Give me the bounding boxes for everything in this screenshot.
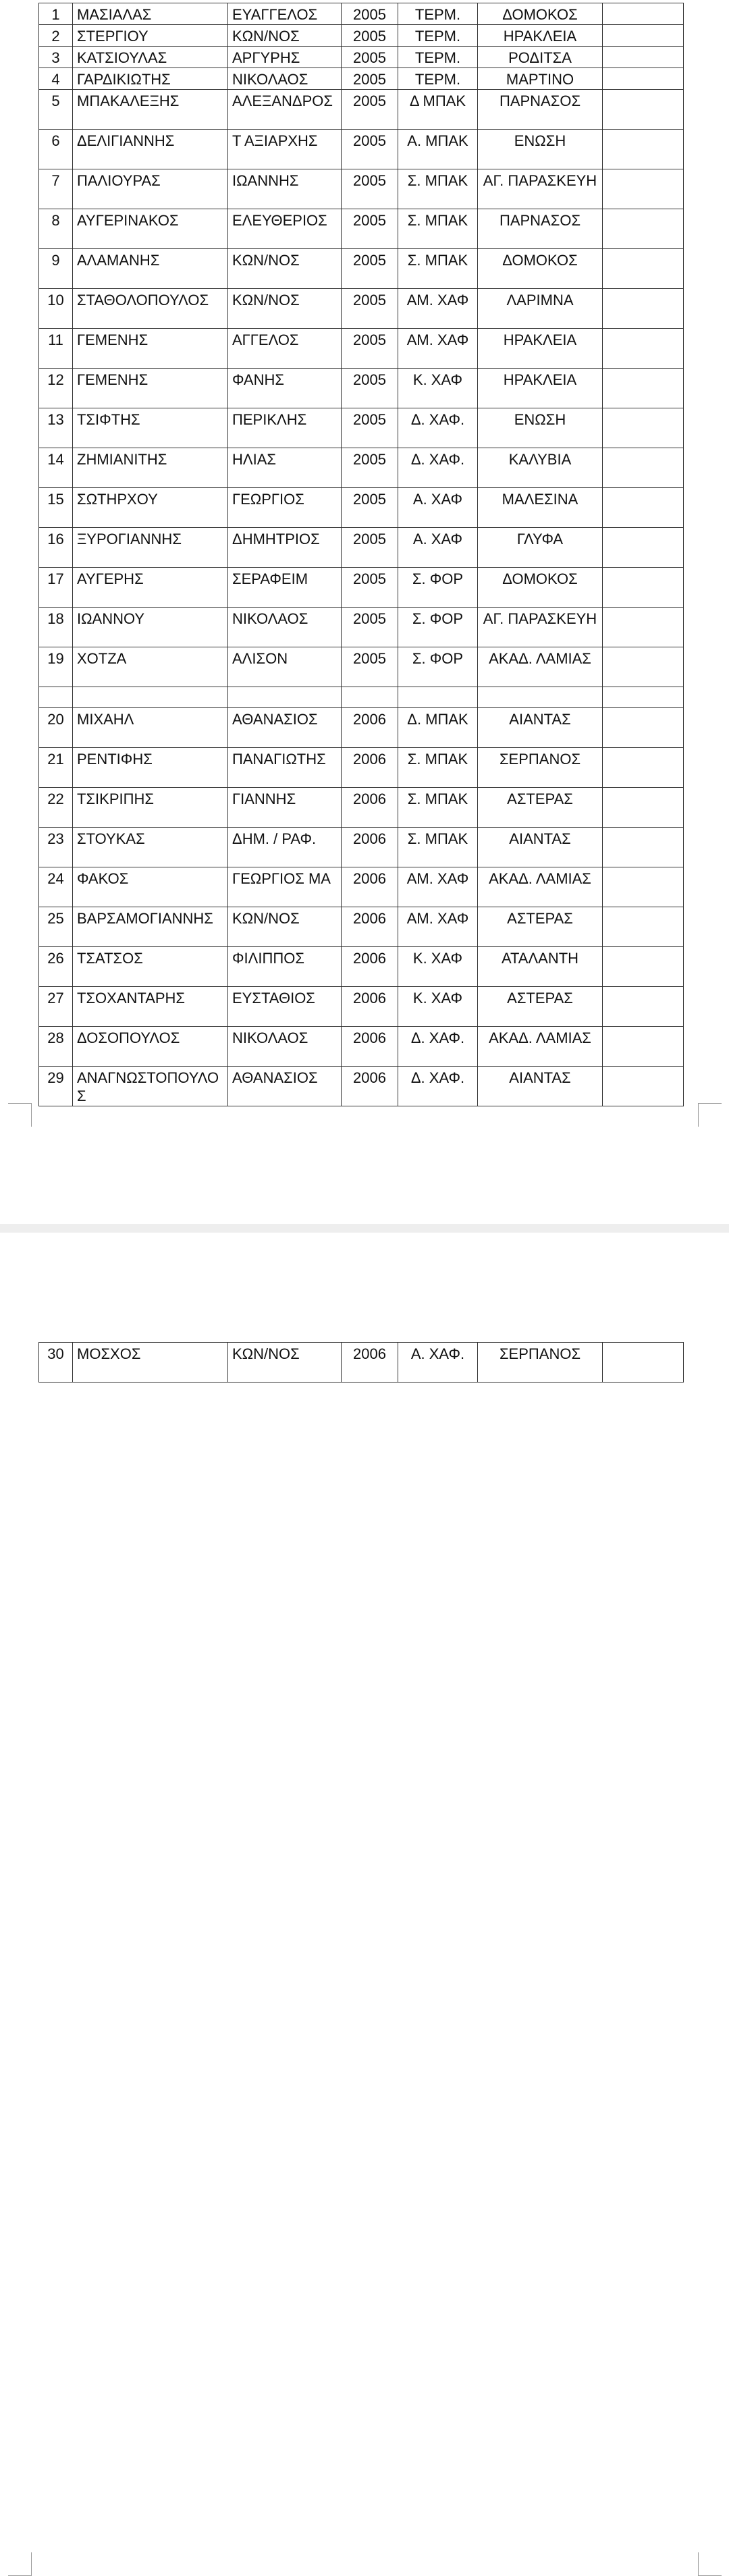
table-row [39,329,684,369]
birth-year-cell: 2005 [342,608,398,647]
player-number-cell: 17 [39,568,73,608]
birth-year-cell: 2005 [342,647,398,687]
empty-cell-cell [603,867,684,907]
table-row [39,249,684,289]
table-row [39,907,684,947]
player-last-name-cell: ΙΩΑΝΝΟΥ [73,608,228,647]
player-club-cell: ΑΣΤΕΡΑΣ [478,907,603,947]
player-position-cell: ΑΜ. ΧΑΦ [398,907,478,947]
birth-year-cell: 2005 [342,528,398,568]
player-club-cell: ΣΕΡΠΑΝΟΣ [478,1343,603,1383]
player-first-name-cell: ΚΩΝ/ΝΟΣ [228,1343,342,1383]
page-separator [0,1224,729,1233]
player-club-cell: ΑΣΤΕΡΑΣ [478,987,603,1027]
player-club-cell: ΣΕΡΠΑΝΟΣ [478,748,603,788]
birth-year-cell: 2005 [342,369,398,408]
player-last-name-cell: ΓΕΜΕΝΗΣ [73,329,228,369]
empty-cell-cell [603,528,684,568]
empty-cell-cell [603,1027,684,1067]
player-first-name-cell: Τ ΑΞΙΑΡΧΗΣ [228,130,342,169]
player-club-cell: ΑΙΑΝΤΑΣ [478,1067,603,1106]
table-row [39,289,684,329]
player-first-name-cell: ΑΛΙΣΟΝ [228,647,342,687]
birth-year-cell: 2006 [342,1027,398,1067]
player-first-name-cell: ΑΘΑΝΑΣΙΟΣ [228,708,342,748]
player-club-cell: ΠΑΡΝΑΣΟΣ [478,90,603,130]
player-first-name-cell: ΚΩΝ/ΝΟΣ [228,907,342,947]
empty-cell-cell [603,130,684,169]
player-position-cell: Α. ΧΑΦ [398,528,478,568]
table-row [39,947,684,987]
player-last-name-cell: ΧΟΤΖΑ [73,647,228,687]
player-last-name-cell [73,687,228,708]
player-club-cell: ΔΟΜΟΚΟΣ [478,568,603,608]
player-first-name-cell: ΝΙΚΟΛΑΟΣ [228,608,342,647]
empty-cell-cell [603,408,684,448]
player-number-cell: 10 [39,289,73,329]
empty-cell-cell [603,369,684,408]
player-number-cell: 28 [39,1027,73,1067]
table-row [39,867,684,907]
player-club-cell: ΑΣΤΕΡΑΣ [478,788,603,828]
player-last-name-cell: ΡΕΝΤΙΦΗΣ [73,748,228,788]
player-last-name-cell: ΣΤΕΡΓΙΟΥ [73,25,228,47]
birth-year-cell: 2006 [342,828,398,867]
player-club-cell: ΑΙΑΝΤΑΣ [478,828,603,867]
empty-cell-cell [603,90,684,130]
page-corner-mark-bottom-right [698,2552,722,2576]
birth-year-cell: 2005 [342,47,398,68]
player-club-cell: ΑΤΑΛΑΝΤΗ [478,947,603,987]
player-number-cell: 20 [39,708,73,748]
player-first-name-cell: ΠΕΡΙΚΛΗΣ [228,408,342,448]
page-corner-mark-bottom-left [8,2552,32,2576]
empty-cell-cell [603,1343,684,1383]
table-row [39,3,684,25]
player-last-name-cell: ΤΣΙΦΤΗΣ [73,408,228,448]
player-club-cell: ΔΟΜΟΚΟΣ [478,249,603,289]
player-number-cell: 14 [39,448,73,488]
player-last-name-cell: ΓΑΡΔΙΚΙΩΤΗΣ [73,68,228,90]
empty-cell-cell [603,907,684,947]
player-number-cell: 23 [39,828,73,867]
birth-year-cell: 2005 [342,408,398,448]
table-row [39,1343,684,1383]
birth-year-cell: 2005 [342,3,398,25]
document-page-2 [0,1233,729,1390]
roster-table-continued [38,1342,684,1383]
empty-cell-cell [603,68,684,90]
player-club-cell: ΑΙΑΝΤΑΣ [478,708,603,748]
player-position-cell: ΤΕΡΜ. [398,47,478,68]
birth-year-cell: 2005 [342,289,398,329]
player-club-cell: ΑΚΑΔ. ΛΑΜΙΑΣ [478,647,603,687]
table-row [39,209,684,249]
table-row [39,408,684,448]
birth-year-cell: 2005 [342,448,398,488]
empty-cell-cell [603,568,684,608]
player-club-cell: ΑΚΑΔ. ΛΑΜΙΑΣ [478,867,603,907]
player-number-cell: 2 [39,25,73,47]
player-position-cell: Σ. ΜΠΑΚ [398,748,478,788]
player-position-cell: Δ. ΧΑΦ. [398,1027,478,1067]
table-row [39,1067,684,1106]
roster-table [38,3,684,1106]
player-first-name-cell: ΕΥΣΤΑΘΙΟΣ [228,987,342,1027]
player-last-name-cell: ΓΕΜΕΝΗΣ [73,369,228,408]
empty-cell-cell [603,169,684,209]
empty-cell-cell [603,947,684,987]
player-first-name-cell: ΠΑΝΑΓΙΩΤΗΣ [228,748,342,788]
player-position-cell: Σ. ΜΠΑΚ [398,169,478,209]
player-club-cell: ΚΑΛΥΒΙΑ [478,448,603,488]
player-first-name-cell: ΙΩΑΝΝΗΣ [228,169,342,209]
player-position-cell: Δ. ΧΑΦ. [398,448,478,488]
player-last-name-cell: ΣΤΟΥΚΑΣ [73,828,228,867]
player-number-cell: 3 [39,47,73,68]
player-last-name-cell: ΤΣΟΧΑΝΤΑΡΗΣ [73,987,228,1027]
player-position-cell: Δ. ΧΑΦ. [398,1067,478,1106]
birth-year-cell: 2005 [342,568,398,608]
table-row [39,748,684,788]
player-club-cell: ΗΡΑΚΛΕΙΑ [478,25,603,47]
page-corner-mark-top-left [8,1103,32,1127]
player-number-cell: 5 [39,90,73,130]
player-number-cell: 13 [39,408,73,448]
player-last-name-cell: ΑΥΓΕΡΙΝΑΚΟΣ [73,209,228,249]
birth-year-cell: 2005 [342,249,398,289]
player-first-name-cell: ΚΩΝ/ΝΟΣ [228,289,342,329]
player-number-cell: 11 [39,329,73,369]
birth-year-cell: 2005 [342,68,398,90]
table-row [39,528,684,568]
player-first-name-cell: ΚΩΝ/ΝΟΣ [228,249,342,289]
player-first-name-cell [228,687,342,708]
player-first-name-cell: ΑΓΓΕΛΟΣ [228,329,342,369]
birth-year-cell: 2006 [342,907,398,947]
player-number-cell: 9 [39,249,73,289]
birth-year-cell: 2005 [342,209,398,249]
player-number-cell: 25 [39,907,73,947]
player-number-cell: 6 [39,130,73,169]
birth-year-cell: 2006 [342,947,398,987]
player-first-name-cell: ΝΙΚΟΛΑΟΣ [228,1027,342,1067]
player-first-name-cell: ΝΙΚΟΛΑΟΣ [228,68,342,90]
table-row [39,987,684,1027]
empty-cell-cell [603,209,684,249]
player-last-name-cell: ΒΑΡΣΑΜΟΓΙΑΝΝΗΣ [73,907,228,947]
player-number-cell: 15 [39,488,73,528]
blank-separator-row [39,687,684,708]
player-last-name-cell: ΜΙΧΑΗΛ [73,708,228,748]
player-number-cell: 21 [39,748,73,788]
table-row [39,608,684,647]
player-position-cell: ΤΕΡΜ. [398,68,478,90]
table-row [39,647,684,687]
player-club-cell: ΑΓ. ΠΑΡΑΣΚΕΥΗ [478,608,603,647]
page-corner-mark-top-right [698,1103,722,1127]
player-position-cell: ΑΜ. ΧΑΦ [398,867,478,907]
player-number-cell: 27 [39,987,73,1027]
table-row [39,369,684,408]
table-row [39,68,684,90]
player-position-cell: ΤΕΡΜ. [398,25,478,47]
player-position-cell: Σ. ΦΟΡ [398,647,478,687]
document-page-1 [0,0,729,1224]
player-last-name-cell: ΑΝΑΓΝΩΣΤΟΠΟΥΛΟΣ [73,1067,228,1106]
player-club-cell: ΕΝΩΣΗ [478,130,603,169]
birth-year-cell: 2006 [342,788,398,828]
player-last-name-cell: ΣΩΤΗΡΧΟΥ [73,488,228,528]
birth-year-cell: 2005 [342,130,398,169]
player-position-cell: Σ. ΜΠΑΚ [398,788,478,828]
player-last-name-cell: ΤΣΑΤΣΟΣ [73,947,228,987]
player-number-cell: 12 [39,369,73,408]
player-last-name-cell: ΤΣΙΚΡΙΠΗΣ [73,788,228,828]
player-club-cell: ΛΑΡΙΜΝΑ [478,289,603,329]
player-number-cell: 4 [39,68,73,90]
player-club-cell: ΓΛΥΦΑ [478,528,603,568]
player-position-cell: Σ. ΜΠΑΚ [398,828,478,867]
player-position-cell: Σ. ΦΟΡ [398,608,478,647]
birth-year-cell: 2005 [342,90,398,130]
birth-year-cell: 2006 [342,708,398,748]
player-first-name-cell: ΣΕΡΑΦΕΙΜ [228,568,342,608]
player-first-name-cell: ΑΡΓΥΡΗΣ [228,47,342,68]
player-first-name-cell: ΔΗΜΗΤΡΙΟΣ [228,528,342,568]
player-last-name-cell: ΜΑΣΙΑΛΑΣ [73,3,228,25]
player-position-cell: Α. ΧΑΦ [398,488,478,528]
player-first-name-cell: ΓΕΩΡΓΙΟΣ ΜΑ [228,867,342,907]
empty-cell-cell [603,25,684,47]
birth-year-cell: 2006 [342,1343,398,1383]
table-row [39,708,684,748]
player-number-cell: 24 [39,867,73,907]
player-position-cell: Σ. ΜΠΑΚ [398,209,478,249]
player-club-cell: ΑΚΑΔ. ΛΑΜΙΑΣ [478,1027,603,1067]
empty-cell-cell [603,987,684,1027]
player-last-name-cell: ΚΑΤΣΙΟΥΛΑΣ [73,47,228,68]
player-club-cell: ΗΡΑΚΛΕΙΑ [478,369,603,408]
birth-year-cell: 2006 [342,987,398,1027]
table-row [39,130,684,169]
player-last-name-cell: ΖΗΜΙΑΝΙΤΗΣ [73,448,228,488]
birth-year-cell: 2006 [342,748,398,788]
table-row [39,25,684,47]
birth-year-cell: 2005 [342,169,398,209]
player-club-cell: ΑΓ. ΠΑΡΑΣΚΕΥΗ [478,169,603,209]
empty-cell-cell [603,748,684,788]
table-row [39,90,684,130]
empty-cell-cell [603,608,684,647]
player-last-name-cell: ΔΕΛΙΓΙΑΝΝΗΣ [73,130,228,169]
player-first-name-cell: ΕΛΕΥΘΕΡΙΟΣ [228,209,342,249]
birth-year-cell [342,687,398,708]
player-last-name-cell: ΜΠΑΚΑΛΕΞΗΣ [73,90,228,130]
player-position-cell: Δ. ΜΠΑΚ [398,708,478,748]
player-position-cell: Κ. ΧΑΦ [398,947,478,987]
player-number-cell: 16 [39,528,73,568]
player-position-cell: ΑΜ. ΧΑΦ [398,329,478,369]
player-position-cell: Σ. ΦΟΡ [398,568,478,608]
player-last-name-cell: ΔΟΣΟΠΟΥΛΟΣ [73,1027,228,1067]
player-last-name-cell: ΞΥΡΟΓΙΑΝΝΗΣ [73,528,228,568]
empty-cell-cell [603,687,684,708]
table-row [39,448,684,488]
player-first-name-cell: ΦΑΝΗΣ [228,369,342,408]
player-club-cell: ΔΟΜΟΚΟΣ [478,3,603,25]
empty-cell-cell [603,708,684,748]
player-number-cell: 1 [39,3,73,25]
player-first-name-cell: ΔΗΜ. / ΡΑΦ. [228,828,342,867]
birth-year-cell: 2005 [342,25,398,47]
player-first-name-cell: ΗΛΙΑΣ [228,448,342,488]
player-club-cell: ΡΟΔΙΤΣΑ [478,47,603,68]
player-club-cell: ΠΑΡΝΑΣΟΣ [478,209,603,249]
player-position-cell: Α. ΜΠΑΚ [398,130,478,169]
table-row [39,488,684,528]
player-last-name-cell: ΦΑΚΟΣ [73,867,228,907]
player-club-cell: ΜΑΛΕΣΙΝΑ [478,488,603,528]
player-club-cell: ΜΑΡΤΙΝΟ [478,68,603,90]
player-last-name-cell: ΑΛΑΜΑΝΗΣ [73,249,228,289]
table-row [39,1027,684,1067]
player-last-name-cell: ΜΟΣΧΟΣ [73,1343,228,1383]
empty-cell-cell [603,1067,684,1106]
player-number-cell: 8 [39,209,73,249]
table-row [39,828,684,867]
player-last-name-cell: ΠΑΛΙΟΥΡΑΣ [73,169,228,209]
player-first-name-cell: ΓΙΑΝΝΗΣ [228,788,342,828]
player-club-cell: ΗΡΑΚΛΕΙΑ [478,329,603,369]
player-position-cell: Κ. ΧΑΦ [398,369,478,408]
empty-cell-cell [603,3,684,25]
player-position-cell: Δ. ΧΑΦ. [398,408,478,448]
player-number-cell: 29 [39,1067,73,1106]
player-club-cell: ΕΝΩΣΗ [478,408,603,448]
player-position-cell: Α. ΧΑΦ. [398,1343,478,1383]
player-position-cell: Δ ΜΠΑΚ [398,90,478,130]
player-position-cell: ΤΕΡΜ. [398,3,478,25]
player-first-name-cell: ΚΩΝ/ΝΟΣ [228,25,342,47]
empty-cell-cell [603,488,684,528]
empty-cell-cell [603,47,684,68]
player-first-name-cell: ΦΙΛΙΠΠΟΣ [228,947,342,987]
player-number-cell: 26 [39,947,73,987]
empty-cell-cell [603,329,684,369]
birth-year-cell: 2005 [342,488,398,528]
table-row [39,568,684,608]
player-first-name-cell: ΑΘΑΝΑΣΙΟΣ [228,1067,342,1106]
empty-cell-cell [603,788,684,828]
player-number-cell: 30 [39,1343,73,1383]
empty-cell-cell [603,289,684,329]
empty-cell-cell [603,448,684,488]
player-last-name-cell: ΣΤΑΘΟΛΟΠΟΥΛΟΣ [73,289,228,329]
player-position-cell: ΑΜ. ΧΑΦ [398,289,478,329]
table-row [39,47,684,68]
birth-year-cell: 2005 [342,329,398,369]
player-position-cell [398,687,478,708]
player-number-cell [39,687,73,708]
birth-year-cell: 2006 [342,1067,398,1106]
player-position-cell: Κ. ΧΑΦ [398,987,478,1027]
empty-cell-cell [603,249,684,289]
player-first-name-cell: ΕΥΑΓΓΕΛΟΣ [228,3,342,25]
player-first-name-cell: ΑΛΕΞΑΝΔΡΟΣ [228,90,342,130]
player-last-name-cell: ΑΥΓΕΡΗΣ [73,568,228,608]
table-row [39,169,684,209]
table-row [39,788,684,828]
player-number-cell: 18 [39,608,73,647]
player-number-cell: 19 [39,647,73,687]
player-number-cell: 22 [39,788,73,828]
player-number-cell: 7 [39,169,73,209]
birth-year-cell: 2006 [342,867,398,907]
empty-cell-cell [603,647,684,687]
player-position-cell: Σ. ΜΠΑΚ [398,249,478,289]
player-club-cell [478,687,603,708]
player-first-name-cell: ΓΕΩΡΓΙΟΣ [228,488,342,528]
empty-cell-cell [603,828,684,867]
